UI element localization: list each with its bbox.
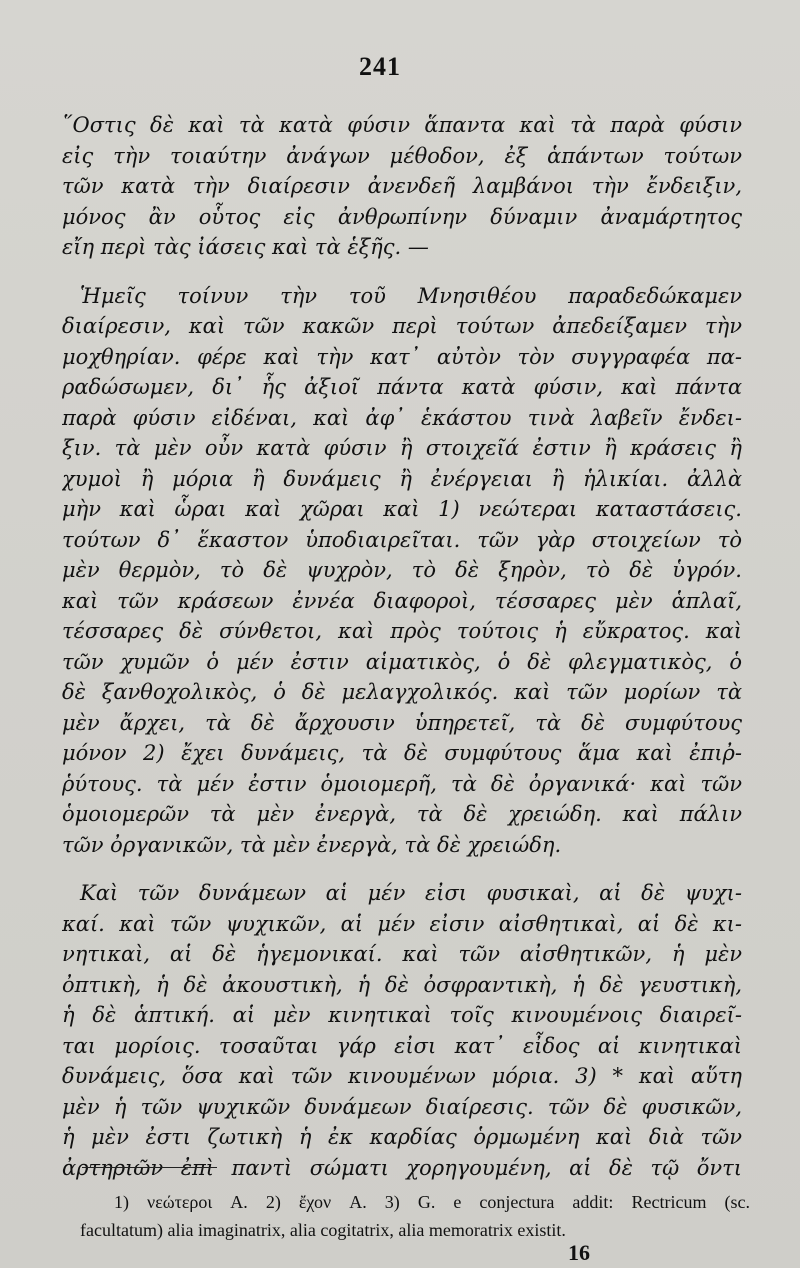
text-line: ται μορίοις. τοσαῦται γάρ εἰσι κατ᾽ εἶδος αἱ κινητικαὶ bbox=[62, 1033, 742, 1058]
text-line: μὲν θερμὸν, τὸ δὲ ψυχρὸν, τὸ δὲ ξηρὸν, τὸ δὲ ὑγρόν. bbox=[62, 558, 742, 582]
paragraph-3 bbox=[62, 878, 742, 1183]
text-line: τέσσαρες δὲ σύνθετοι, καὶ πρὸς τούτοις ἡ εὔκρατος. καὶ bbox=[62, 619, 742, 643]
text-line: μόνον 2) ἔχει δυνάμεις, τὰ δὲ συμφύτους ἅμα καὶ ἐπιῤ- bbox=[62, 741, 742, 765]
text-line: ὀπτικὴ, ἡ δὲ ἀκουστικὴ, ἡ δὲ ὀσφραντικὴ, ἡ δὲ γευστικὴ, bbox=[62, 972, 742, 997]
text-line: τῶν κατὰ τὴν διαίρεσιν ἀνενδεῆ λαμβάνοι τὴν ἔνδειξιν, bbox=[62, 174, 742, 198]
paragraph-gap bbox=[62, 263, 742, 281]
text-line: ῞Οστις δὲ καὶ τὰ κατὰ φύσιν ἅπαντα καὶ τὰ παρὰ φύσιν bbox=[62, 113, 742, 137]
text-line: μὴν καὶ ὧραι καὶ χῶραι καὶ 1) νεώτεραι καταστάσεις. bbox=[62, 497, 742, 521]
paragraph-2 bbox=[62, 281, 742, 861]
text-line: νητικαὶ, αἱ δὲ ἡγεμονικαί. καὶ τῶν αἰσθητικῶν, ἡ μὲν bbox=[62, 942, 742, 966]
text-line: χυμοὶ ἢ μόρια ἢ δυνάμεις ἢ ἐνέργειαι ἢ ἡλικίαι. ἀλλὰ bbox=[62, 466, 742, 491]
text-line: ὁμοιομερῶν τὰ μὲν ἐνεργὰ, τὰ δὲ χρειώδη. καὶ πάλιν bbox=[62, 802, 742, 826]
footnote-rule bbox=[82, 1167, 217, 1168]
text-line: ραδώσωμεν, δι᾽ ἧς ἀξιοῖ πάντα κατὰ φύσιν, καὶ πάντα bbox=[62, 375, 742, 399]
text-line: εἴη περὶ τὰς ἰάσεις καὶ τὰ ἑξῆς. — bbox=[62, 235, 429, 259]
text-line: δὲ ξανθοχολικὸς, ὁ δὲ μελαγχολικός. καὶ τῶν μορίων τὰ bbox=[62, 680, 742, 704]
text-line: εἰς τὴν τοιαύτην ἀνάγων μέθοδον, ἐξ ἁπάντων τούτων bbox=[62, 143, 742, 168]
text-line: μὲν ἄρχει, τὰ δὲ ἄρχουσιν ὑπηρετεῖ, τὰ δὲ συμφύτους bbox=[62, 710, 742, 735]
text-line: μὲν ἡ τῶν ψυχικῶν δυνάμεων διαίρεσις. τῶν δὲ φυσικῶν, bbox=[62, 1094, 742, 1119]
paragraph-gap bbox=[62, 860, 742, 878]
signature-mark: 16 bbox=[568, 1240, 590, 1265]
text-line: τῶν ὀργανικῶν, τὰ μὲν ἐνεργὰ, τὰ δὲ χρειώδη. bbox=[62, 832, 562, 857]
text-line: ξιν. τὰ μὲν οὖν κατὰ φύσιν ἢ στοιχεῖά ἐστιν ἢ κράσεις ἢ bbox=[62, 436, 742, 460]
text-line: μοχθηρίαν. φέρε καὶ τὴν κατ᾽ αὐτὸν τὸν συγγραφέα πα- bbox=[62, 344, 742, 369]
main-text bbox=[62, 110, 742, 1183]
text-line: ἡ μὲν ἐστι ζωτικὴ ἡ ἐκ καρδίας ὁρμωμένη καὶ διὰ τῶν bbox=[62, 1125, 742, 1149]
text-line: καὶ τῶν κράσεων ἐννέα διαφοροὶ, τέσσαρες μὲν ἁπλαῖ, bbox=[62, 588, 742, 613]
footnotes bbox=[80, 1188, 750, 1244]
text-line: ῥύτους. τὰ μέν ἐστιν ὁμοιομερῆ, τὰ δὲ ὀργανικά· καὶ τῶν bbox=[62, 771, 742, 796]
text-line: τῶν χυμῶν ὁ μέν ἐστιν αἱματικὸς, ὁ δὲ φλεγματικὸς, ὁ bbox=[62, 649, 742, 674]
footnote-line: 1) νεώτεροι A. 2) ἔχον A. 3) G. e conjectura addit: Rectricum (sc. bbox=[114, 1192, 750, 1212]
paragraph-1 bbox=[62, 110, 742, 263]
text-line: μόνος ἂν οὗτος εἰς ἀνθρωπίνην δύναμιν ἀναμάρτητος bbox=[62, 204, 742, 229]
footnote-line: facultatum) alia imaginatrix, alia cogitatrix, alia memoratrix existit. bbox=[80, 1220, 566, 1240]
text-line: Καὶ τῶν δυνάμεων αἱ μέν εἰσι φυσικαὶ, αἱ δὲ ψυχι- bbox=[80, 881, 742, 905]
text-line: καί. καὶ τῶν ψυχικῶν, αἱ μέν εἰσιν αἰσθητικαὶ, αἱ δὲ κι- bbox=[62, 911, 742, 936]
text-line: ἡ δὲ ἁπτική. αἱ μὲν κινητικαὶ τοῖς κινουμένοις διαιρεῖ- bbox=[62, 1003, 742, 1027]
text-line: διαίρεσιν, καὶ τῶν κακῶν περὶ τούτων ἀπεδείξαμεν τὴν bbox=[62, 314, 742, 338]
text-line: τούτων δ᾽ ἕκαστον ὑποδιαιρεῖται. τῶν γὰρ στοιχείων τὸ bbox=[62, 527, 742, 552]
page-number: 241 bbox=[359, 52, 401, 81]
text-line: Ἡμεῖς τοίνυν τὴν τοῦ Μνησιθέου παραδεδώκαμεν bbox=[80, 283, 742, 308]
text-line: παρὰ φύσιν εἰδέναι, καὶ ἀφ᾽ ἑκάστου τινὰ λαβεῖν ἔνδει- bbox=[62, 405, 742, 430]
text-line: δυνάμεις, ὅσα καὶ τῶν κινουμένων μόρια. 3) * καὶ αὕτη bbox=[62, 1064, 742, 1088]
text-line: ἀρτηριῶν ἐπὶ παντὶ σώματι χορηγουμένη, αἱ δὲ τῷ ὄντι bbox=[62, 1155, 742, 1180]
